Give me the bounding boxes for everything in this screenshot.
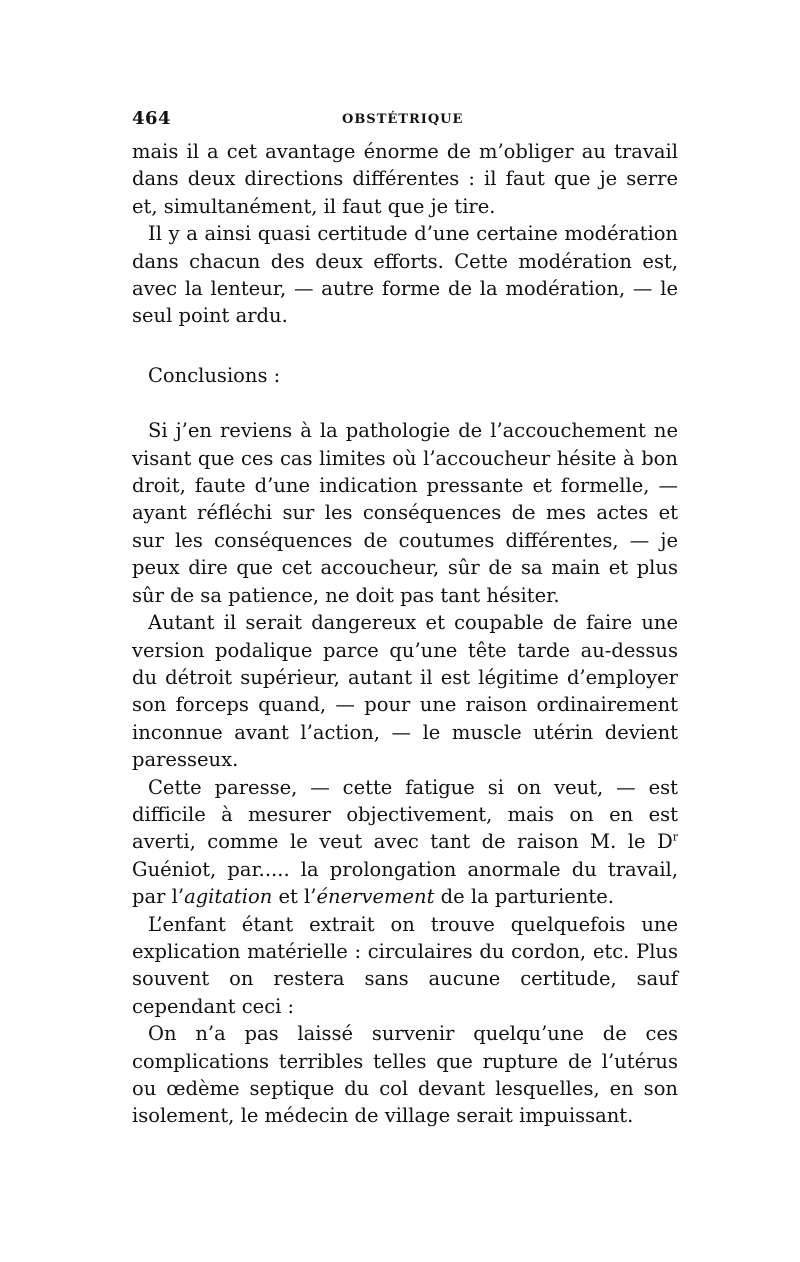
section-heading-conclusions: Conclusions : [148,363,281,387]
paragraph-moderation: Il y a ainsi quasi certitude d’une certaine modération dans chacun des deux efforts. Cette modération est, avec la lenteur, — autre forme de la modération, — le seul point ardu. [132,222,678,328]
paresse-text-d: de la parturiente. [434,885,614,909]
doctor-abbrev-sup: r [672,830,678,844]
running-head: OBSTÉTRIQUE [342,112,464,127]
page-header [132,108,678,138]
paragraph-enfant-extrait: L’enfant étant extrait on trouve quelquefois une explication matérielle : circulaires du cordon, etc. Plus souvent on restera sans aucune certitude, sauf cependant ceci : [132,912,678,1018]
paresse-text-a: Cette paresse, — cette fatigue si on veut, — est difficile à mesurer objectivement, mais on en est averti, comme le veut avec tant de raison M. le D [132,775,678,854]
paresse-text-c: et l’ [272,885,317,909]
italic-agitation: agitation [184,885,273,909]
paragraph-complications: On n’a pas laissé survenir quelqu’une de ces complications terribles telles que rupture de l’utérus ou œdème septique du col devant lesquelles, en son isolement, le médecin de village serait impuissant. [132,1022,678,1128]
book-page [132,108,678,1130]
page-number: 464 [132,108,172,129]
paragraph-pathologie: Si j’en reviens à la pathologie de l’accouchement ne visant que ces cas limites où l’accoucheur hésite à bon droit, faute d’une indication pressante et formelle, — ayant réfléchi sur les conséquences de mes actes et sur les conséquences de coutumes différentes, — je peux dire que cet accoucheur, sûr de sa main et plus sûr de sa patience, ne doit pas tant hésiter. [132,419,678,607]
paragraph-version-podalique: Autant il serait dangereux et coupable de faire une version podalique parce qu’une tête tarde au-dessus du détroit supérieur, autant il est légitime d’employer son forceps quand, — pour une raison ordinairement inconnue avant l’action, — le muscle utérin devient paresseux. [132,611,678,772]
paragraph-paresse [132,774,678,911]
italic-enervement: énervement [316,885,435,909]
paresse-text-b: Guéniot, par..... la prolongation anormale du travail, par l’ [132,857,678,909]
paragraph-continuation: mais il a cet avantage énorme de m’obliger au travail dans deux directions différentes : il faut que je serre et, simultanément, il faut que je tire. [132,140,678,218]
